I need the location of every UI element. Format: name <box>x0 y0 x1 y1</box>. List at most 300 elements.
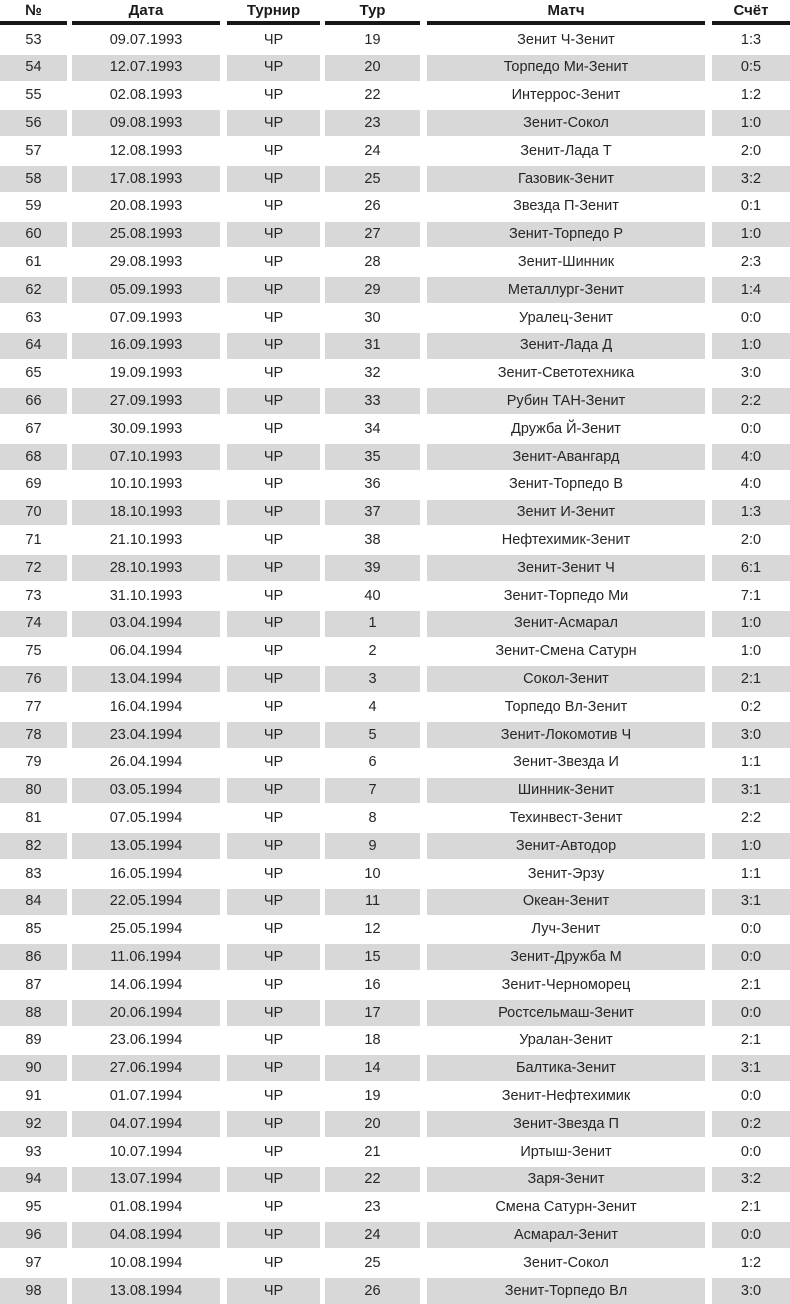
cell-number: 53 <box>0 27 67 53</box>
cell-score: 1:0 <box>712 110 790 136</box>
cell-match: Зенит-Нефтехимик <box>427 1083 705 1109</box>
table-row <box>0 694 790 720</box>
cell-number: 80 <box>0 778 67 804</box>
cell-tournament: ЧР <box>227 944 320 970</box>
cell-tournament: ЧР <box>227 416 320 442</box>
table-row <box>0 277 790 303</box>
cell-round: 24 <box>325 138 420 164</box>
cell-score: 1:1 <box>712 861 790 887</box>
cell-number: 70 <box>0 500 67 526</box>
cell-number: 64 <box>0 333 67 359</box>
table-row <box>0 889 790 915</box>
cell-number: 84 <box>0 889 67 915</box>
cell-score: 1:0 <box>712 222 790 248</box>
cell-number: 74 <box>0 611 67 637</box>
cell-round: 20 <box>325 55 420 81</box>
cell-date: 20.06.1994 <box>72 1000 220 1026</box>
cell-match: Ростсельмаш-Зенит <box>427 1000 705 1026</box>
cell-number: 65 <box>0 361 67 387</box>
cell-number: 83 <box>0 861 67 887</box>
cell-score: 2:0 <box>712 527 790 553</box>
cell-score: 1:0 <box>712 833 790 859</box>
cell-tournament: ЧР <box>227 110 320 136</box>
cell-score: 0:2 <box>712 1111 790 1137</box>
cell-number: 87 <box>0 972 67 998</box>
cell-date: 01.08.1994 <box>72 1194 220 1220</box>
cell-round: 35 <box>325 444 420 470</box>
cell-number: 92 <box>0 1111 67 1137</box>
cell-round: 31 <box>325 333 420 359</box>
cell-match: Зенит-Сокол <box>427 1250 705 1276</box>
table-row <box>0 1000 790 1026</box>
column-header-score: Счёт <box>712 0 790 25</box>
cell-score: 2:1 <box>712 1194 790 1220</box>
cell-score: 3:0 <box>712 1278 790 1304</box>
cell-match: Зенит-Шинник <box>427 249 705 275</box>
table-row <box>0 1083 790 1109</box>
cell-tournament: ЧР <box>227 222 320 248</box>
cell-score: 1:2 <box>712 83 790 109</box>
cell-round: 23 <box>325 110 420 136</box>
cell-tournament: ЧР <box>227 694 320 720</box>
cell-score: 1:0 <box>712 639 790 665</box>
cell-score: 2:3 <box>712 249 790 275</box>
cell-number: 93 <box>0 1139 67 1165</box>
cell-date: 29.08.1993 <box>72 249 220 275</box>
cell-tournament: ЧР <box>227 722 320 748</box>
table-body <box>0 27 790 1304</box>
cell-tournament: ЧР <box>227 1222 320 1248</box>
table-row <box>0 1111 790 1137</box>
cell-tournament: ЧР <box>227 27 320 53</box>
cell-tournament: ЧР <box>227 277 320 303</box>
cell-round: 27 <box>325 222 420 248</box>
cell-tournament: ЧР <box>227 750 320 776</box>
cell-number: 96 <box>0 1222 67 1248</box>
table-row <box>0 583 790 609</box>
cell-score: 3:0 <box>712 361 790 387</box>
cell-round: 39 <box>325 555 420 581</box>
cell-number: 61 <box>0 249 67 275</box>
cell-round: 16 <box>325 972 420 998</box>
table-row <box>0 1139 790 1165</box>
cell-match: Балтика-Зенит <box>427 1055 705 1081</box>
cell-number: 62 <box>0 277 67 303</box>
cell-date: 04.07.1994 <box>72 1111 220 1137</box>
cell-score: 0:0 <box>712 944 790 970</box>
cell-score: 0:2 <box>712 694 790 720</box>
table-row <box>0 527 790 553</box>
cell-number: 86 <box>0 944 67 970</box>
cell-number: 85 <box>0 917 67 943</box>
cell-score: 1:0 <box>712 333 790 359</box>
cell-match: Заря-Зенит <box>427 1167 705 1193</box>
table-row <box>0 194 790 220</box>
cell-tournament: ЧР <box>227 1167 320 1193</box>
cell-tournament: ЧР <box>227 1083 320 1109</box>
cell-number: 88 <box>0 1000 67 1026</box>
table-row <box>0 166 790 192</box>
cell-round: 28 <box>325 249 420 275</box>
cell-number: 71 <box>0 527 67 553</box>
cell-date: 13.07.1994 <box>72 1167 220 1193</box>
cell-date: 13.05.1994 <box>72 833 220 859</box>
cell-date: 03.04.1994 <box>72 611 220 637</box>
cell-date: 10.07.1994 <box>72 1139 220 1165</box>
cell-round: 3 <box>325 666 420 692</box>
cell-round: 19 <box>325 27 420 53</box>
cell-number: 67 <box>0 416 67 442</box>
cell-date: 03.05.1994 <box>72 778 220 804</box>
cell-match: Рубин ТАН-Зенит <box>427 388 705 414</box>
cell-round: 38 <box>325 527 420 553</box>
cell-number: 79 <box>0 750 67 776</box>
cell-tournament: ЧР <box>227 472 320 498</box>
table-row <box>0 611 790 637</box>
cell-match: Асмарал-Зенит <box>427 1222 705 1248</box>
cell-match: Зенит-Торпедо Р <box>427 222 705 248</box>
cell-number: 60 <box>0 222 67 248</box>
cell-match: Сокол-Зенит <box>427 666 705 692</box>
cell-date: 13.08.1994 <box>72 1278 220 1304</box>
cell-match: Зенит-Лада Т <box>427 138 705 164</box>
cell-tournament: ЧР <box>227 1250 320 1276</box>
cell-score: 0:0 <box>712 1222 790 1248</box>
table-row <box>0 388 790 414</box>
cell-round: 32 <box>325 361 420 387</box>
cell-score: 7:1 <box>712 583 790 609</box>
table-row <box>0 750 790 776</box>
cell-match: Зенит-Локомотив Ч <box>427 722 705 748</box>
column-header-round: Тур <box>325 0 420 25</box>
cell-round: 7 <box>325 778 420 804</box>
cell-match: Торпедо Ми-Зенит <box>427 55 705 81</box>
cell-tournament: ЧР <box>227 778 320 804</box>
cell-tournament: ЧР <box>227 249 320 275</box>
cell-number: 91 <box>0 1083 67 1109</box>
cell-date: 27.06.1994 <box>72 1055 220 1081</box>
cell-round: 5 <box>325 722 420 748</box>
cell-tournament: ЧР <box>227 1028 320 1054</box>
cell-score: 0:0 <box>712 1083 790 1109</box>
cell-score: 0:0 <box>712 1000 790 1026</box>
cell-date: 25.08.1993 <box>72 222 220 248</box>
cell-score: 2:0 <box>712 138 790 164</box>
cell-number: 58 <box>0 166 67 192</box>
cell-date: 16.05.1994 <box>72 861 220 887</box>
cell-tournament: ЧР <box>227 1139 320 1165</box>
cell-score: 3:0 <box>712 722 790 748</box>
cell-date: 20.08.1993 <box>72 194 220 220</box>
cell-round: 1 <box>325 611 420 637</box>
cell-match: Зенит-Черноморец <box>427 972 705 998</box>
cell-date: 12.08.1993 <box>72 138 220 164</box>
cell-date: 31.10.1993 <box>72 583 220 609</box>
cell-match: Интеррос-Зенит <box>427 83 705 109</box>
cell-tournament: ЧР <box>227 1000 320 1026</box>
column-header-match: Матч <box>427 0 705 25</box>
cell-number: 66 <box>0 388 67 414</box>
cell-date: 11.06.1994 <box>72 944 220 970</box>
cell-match: Металлург-Зенит <box>427 277 705 303</box>
cell-score: 4:0 <box>712 444 790 470</box>
cell-tournament: ЧР <box>227 138 320 164</box>
cell-match: Зенит-Авангард <box>427 444 705 470</box>
cell-date: 21.10.1993 <box>72 527 220 553</box>
cell-score: 1:0 <box>712 611 790 637</box>
cell-match: Зенит Ч-Зенит <box>427 27 705 53</box>
cell-tournament: ЧР <box>227 361 320 387</box>
cell-number: 78 <box>0 722 67 748</box>
table-row <box>0 500 790 526</box>
cell-round: 2 <box>325 639 420 665</box>
cell-match: Зенит-Смена Сатурн <box>427 639 705 665</box>
cell-round: 30 <box>325 305 420 331</box>
table-row <box>0 472 790 498</box>
cell-score: 2:1 <box>712 1028 790 1054</box>
cell-tournament: ЧР <box>227 1055 320 1081</box>
cell-score: 2:1 <box>712 972 790 998</box>
cell-match: Зенит-Дружба М <box>427 944 705 970</box>
cell-number: 97 <box>0 1250 67 1276</box>
column-header-date: Дата <box>72 0 220 25</box>
cell-round: 21 <box>325 1139 420 1165</box>
cell-score: 1:3 <box>712 500 790 526</box>
table-row <box>0 944 790 970</box>
cell-number: 55 <box>0 83 67 109</box>
cell-tournament: ЧР <box>227 388 320 414</box>
cell-round: 25 <box>325 166 420 192</box>
cell-round: 22 <box>325 1167 420 1193</box>
cell-match: Зенит-Светотехника <box>427 361 705 387</box>
cell-number: 77 <box>0 694 67 720</box>
cell-date: 16.04.1994 <box>72 694 220 720</box>
cell-date: 04.08.1994 <box>72 1222 220 1248</box>
cell-number: 90 <box>0 1055 67 1081</box>
cell-tournament: ЧР <box>227 889 320 915</box>
cell-number: 81 <box>0 805 67 831</box>
cell-score: 1:3 <box>712 27 790 53</box>
table-row <box>0 722 790 748</box>
cell-score: 3:1 <box>712 778 790 804</box>
table-row <box>0 833 790 859</box>
table-row <box>0 27 790 53</box>
cell-match: Зенит-Торпедо В <box>427 472 705 498</box>
cell-round: 33 <box>325 388 420 414</box>
cell-match: Газовик-Зенит <box>427 166 705 192</box>
cell-round: 14 <box>325 1055 420 1081</box>
cell-number: 69 <box>0 472 67 498</box>
cell-match: Зенит-Асмарал <box>427 611 705 637</box>
cell-match: Уралец-Зенит <box>427 305 705 331</box>
cell-date: 12.07.1993 <box>72 55 220 81</box>
cell-match: Зенит-Сокол <box>427 110 705 136</box>
cell-tournament: ЧР <box>227 833 320 859</box>
cell-tournament: ЧР <box>227 500 320 526</box>
table-row <box>0 861 790 887</box>
cell-date: 13.04.1994 <box>72 666 220 692</box>
cell-number: 73 <box>0 583 67 609</box>
cell-tournament: ЧР <box>227 194 320 220</box>
cell-date: 07.05.1994 <box>72 805 220 831</box>
cell-match: Смена Сатурн-Зенит <box>427 1194 705 1220</box>
cell-round: 15 <box>325 944 420 970</box>
table-row <box>0 110 790 136</box>
cell-match: Зенит-Торпедо Ми <box>427 583 705 609</box>
cell-score: 0:1 <box>712 194 790 220</box>
cell-date: 07.10.1993 <box>72 444 220 470</box>
table-row <box>0 972 790 998</box>
cell-number: 89 <box>0 1028 67 1054</box>
cell-tournament: ЧР <box>227 333 320 359</box>
cell-tournament: ЧР <box>227 1278 320 1304</box>
cell-round: 8 <box>325 805 420 831</box>
cell-number: 56 <box>0 110 67 136</box>
table-row <box>0 917 790 943</box>
cell-score: 3:2 <box>712 166 790 192</box>
cell-round: 23 <box>325 1194 420 1220</box>
table-row <box>0 1222 790 1248</box>
cell-score: 0:0 <box>712 1139 790 1165</box>
cell-match: Иртыш-Зенит <box>427 1139 705 1165</box>
cell-round: 25 <box>325 1250 420 1276</box>
cell-round: 22 <box>325 83 420 109</box>
cell-match: Зенит-Эрзу <box>427 861 705 887</box>
cell-date: 10.08.1994 <box>72 1250 220 1276</box>
table-row <box>0 1250 790 1276</box>
cell-tournament: ЧР <box>227 639 320 665</box>
cell-score: 6:1 <box>712 555 790 581</box>
cell-round: 26 <box>325 1278 420 1304</box>
cell-tournament: ЧР <box>227 444 320 470</box>
cell-number: 63 <box>0 305 67 331</box>
cell-date: 28.10.1993 <box>72 555 220 581</box>
cell-match: Зенит-Звезда П <box>427 1111 705 1137</box>
cell-tournament: ЧР <box>227 1194 320 1220</box>
cell-match: Дружба Й-Зенит <box>427 416 705 442</box>
cell-round: 6 <box>325 750 420 776</box>
table-row <box>0 361 790 387</box>
cell-round: 24 <box>325 1222 420 1248</box>
table-row <box>0 416 790 442</box>
table-row <box>0 778 790 804</box>
cell-match: Зенит-Лада Д <box>427 333 705 359</box>
cell-score: 3:1 <box>712 1055 790 1081</box>
table-row <box>0 1194 790 1220</box>
cell-match: Зенит И-Зенит <box>427 500 705 526</box>
table-row <box>0 222 790 248</box>
cell-score: 3:2 <box>712 1167 790 1193</box>
cell-round: 11 <box>325 889 420 915</box>
cell-date: 06.04.1994 <box>72 639 220 665</box>
cell-round: 26 <box>325 194 420 220</box>
cell-round: 17 <box>325 1000 420 1026</box>
cell-number: 59 <box>0 194 67 220</box>
table-row <box>0 805 790 831</box>
cell-tournament: ЧР <box>227 55 320 81</box>
cell-match: Звезда П-Зенит <box>427 194 705 220</box>
table-row <box>0 666 790 692</box>
table-row <box>0 1028 790 1054</box>
cell-date: 23.04.1994 <box>72 722 220 748</box>
cell-number: 94 <box>0 1167 67 1193</box>
cell-score: 1:2 <box>712 1250 790 1276</box>
table-header <box>0 0 790 25</box>
cell-date: 09.07.1993 <box>72 27 220 53</box>
cell-tournament: ЧР <box>227 805 320 831</box>
cell-score: 0:5 <box>712 55 790 81</box>
cell-number: 75 <box>0 639 67 665</box>
cell-round: 40 <box>325 583 420 609</box>
cell-match: Нефтехимик-Зенит <box>427 527 705 553</box>
cell-date: 07.09.1993 <box>72 305 220 331</box>
cell-score: 0:0 <box>712 305 790 331</box>
cell-match: Шинник-Зенит <box>427 778 705 804</box>
cell-date: 14.06.1994 <box>72 972 220 998</box>
cell-date: 19.09.1993 <box>72 361 220 387</box>
table-row <box>0 1167 790 1193</box>
table-row <box>0 333 790 359</box>
cell-tournament: ЧР <box>227 611 320 637</box>
cell-date: 05.09.1993 <box>72 277 220 303</box>
cell-tournament: ЧР <box>227 666 320 692</box>
cell-number: 82 <box>0 833 67 859</box>
table-row <box>0 1055 790 1081</box>
cell-number: 54 <box>0 55 67 81</box>
cell-round: 18 <box>325 1028 420 1054</box>
cell-date: 30.09.1993 <box>72 416 220 442</box>
cell-match: Торпедо Вл-Зенит <box>427 694 705 720</box>
cell-score: 1:4 <box>712 277 790 303</box>
cell-round: 34 <box>325 416 420 442</box>
cell-score: 1:1 <box>712 750 790 776</box>
table-row <box>0 55 790 81</box>
cell-score: 2:1 <box>712 666 790 692</box>
cell-tournament: ЧР <box>227 861 320 887</box>
table-row <box>0 444 790 470</box>
table-row <box>0 249 790 275</box>
cell-match: Уралан-Зенит <box>427 1028 705 1054</box>
cell-number: 98 <box>0 1278 67 1304</box>
cell-round: 29 <box>325 277 420 303</box>
cell-round: 20 <box>325 1111 420 1137</box>
cell-tournament: ЧР <box>227 83 320 109</box>
cell-match: Зенит-Звезда И <box>427 750 705 776</box>
cell-match: Техинвест-Зенит <box>427 805 705 831</box>
table-row <box>0 1278 790 1304</box>
cell-date: 10.10.1993 <box>72 472 220 498</box>
table-row <box>0 639 790 665</box>
cell-date: 18.10.1993 <box>72 500 220 526</box>
cell-match: Океан-Зенит <box>427 889 705 915</box>
cell-tournament: ЧР <box>227 305 320 331</box>
cell-date: 25.05.1994 <box>72 917 220 943</box>
table-row <box>0 138 790 164</box>
cell-date: 26.04.1994 <box>72 750 220 776</box>
cell-tournament: ЧР <box>227 555 320 581</box>
cell-tournament: ЧР <box>227 166 320 192</box>
cell-score: 2:2 <box>712 805 790 831</box>
cell-date: 01.07.1994 <box>72 1083 220 1109</box>
cell-round: 19 <box>325 1083 420 1109</box>
cell-score: 0:0 <box>712 416 790 442</box>
cell-date: 09.08.1993 <box>72 110 220 136</box>
cell-number: 57 <box>0 138 67 164</box>
table-row <box>0 305 790 331</box>
table-row <box>0 555 790 581</box>
cell-round: 10 <box>325 861 420 887</box>
cell-score: 2:2 <box>712 388 790 414</box>
